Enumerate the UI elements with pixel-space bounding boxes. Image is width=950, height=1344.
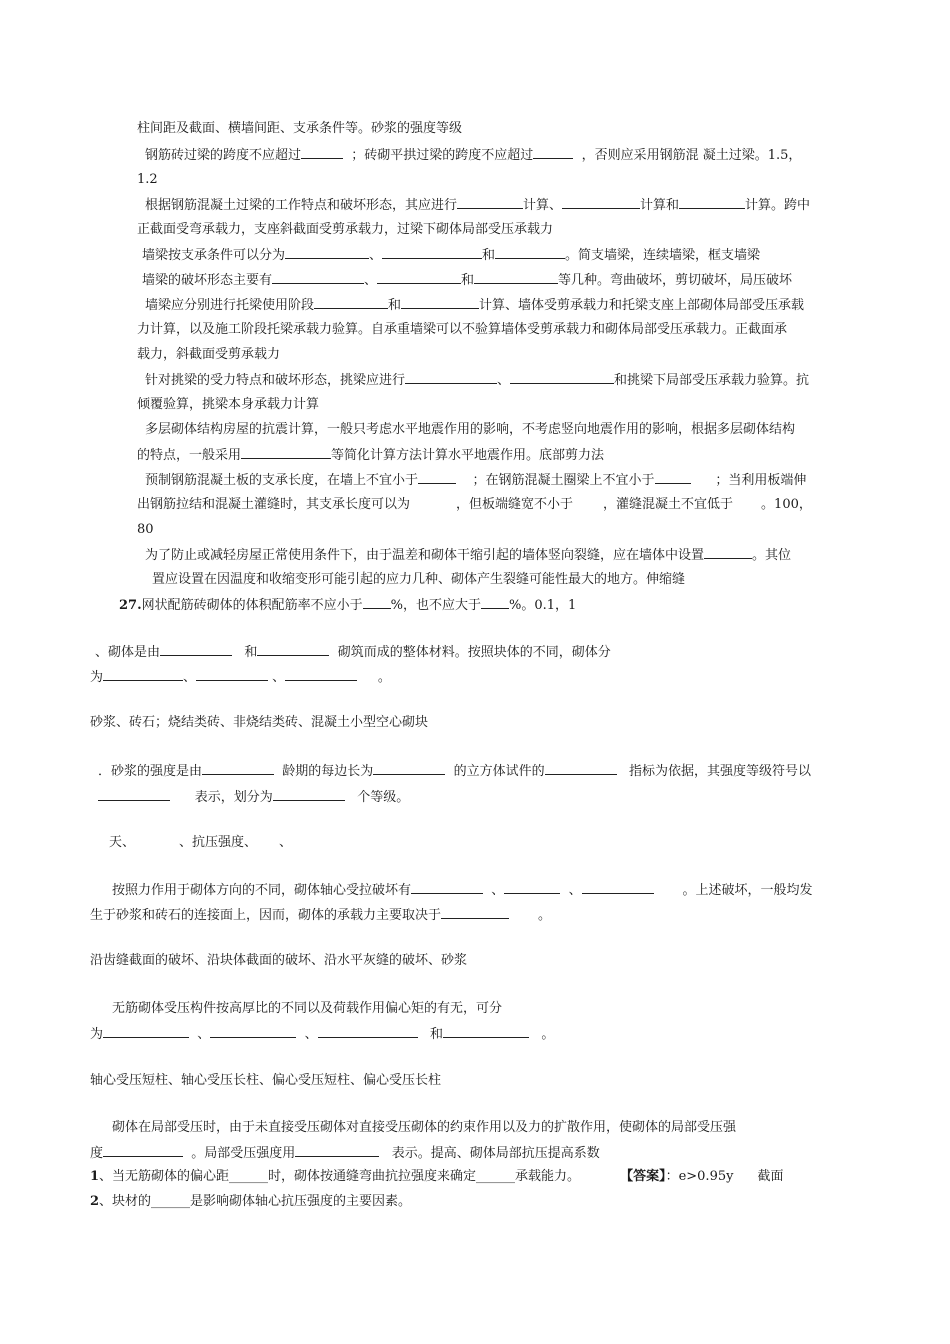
blank — [504, 881, 560, 894]
text-line: 表示，划分为 个等级。 — [98, 788, 409, 807]
text-line: 预制钢筋混凝土板的支承长度，在墙上不宜小于 ；在钢筋混凝土圈梁上不宜小于 ；当利用板端伸 — [145, 473, 807, 488]
text-line: 、砌体是由 和 砌筑而成的整体材料。按照块体的不同，砌体分 — [95, 645, 611, 660]
text-line: 生于砂浆和砖石的连接面上，因而，砌体的承载力主要取决于 。 — [90, 908, 551, 923]
blank — [295, 1144, 379, 1157]
text-line: 为 、 、 和 。 — [90, 1027, 555, 1042]
blank — [495, 246, 565, 259]
blank — [443, 1025, 529, 1038]
text-line: 载力，斜截面受剪承载力 — [137, 347, 281, 362]
text-line: 根据钢筋混凝土过梁的工作特点和破坏形态，其应进行 计算、 计算和 计算。跨中 — [145, 198, 811, 213]
blank — [160, 643, 232, 656]
text-line: 为了防止或减轻房屋正常使用条件下，由于温差和砌体干缩引起的墙体竖向裂缝，应在墙体中设置 。其位 — [145, 548, 792, 563]
text-line: 为 、 、 。 — [90, 670, 391, 685]
text-line: 按照力作用于砌体方向的不同，砌体轴心受拉破坏有 、 、 。上述破坏，一般均发 — [112, 883, 813, 898]
blank — [441, 906, 509, 919]
text-line: 砂浆、砖石；烧结类砖、非烧结类砖、混凝土小型空心砌块 — [90, 715, 429, 730]
blank — [655, 471, 691, 484]
blank — [103, 668, 183, 681]
text-line: 砌体在局部受压时，由于未直接受压砌体对直接受压砌体的约束作用以及力的扩散作用，使砌体的局部受压强 — [112, 1120, 737, 1135]
text-line: 1.2 — [137, 172, 158, 187]
blank — [202, 762, 274, 775]
text-line: 多层砌体结构房屋的抗震计算，一般只考虑水平地震作用的影响，不考虑竖向地震作用的影响，根据多层砌体结构 — [145, 422, 796, 437]
text-line: 力计算，以及施工阶段托梁承载力验算。自承重墙梁可以不验算墙体受剪承载力和砌体局部受压承载力。正截面承 — [137, 322, 788, 337]
blank — [405, 371, 497, 384]
text-line: 出钢筋拉结和混凝土灌缝时，其支承长度可以为 ，但板端缝宽不小于 ，灌缝混凝土不宜低于 。100， — [137, 497, 812, 512]
text-line: 天、 、抗压强度、 、 — [109, 835, 293, 850]
blank — [301, 146, 343, 159]
text-line: 正截面受弯承载力，支座斜截面受剪承载力，过梁下砌体局部受压承载力 — [137, 222, 554, 237]
text-line: 80 — [137, 522, 154, 537]
blank — [363, 596, 391, 609]
blank — [241, 446, 331, 459]
blank — [103, 1144, 183, 1157]
blank — [510, 371, 614, 384]
text-line: 钢筋砖过梁的跨度不应超过 ；砖砌平拱过梁的跨度不应超过 ，否则应采用钢筋混 凝土过梁。1.5， — [145, 148, 802, 163]
question-2: 2、块材的______是影响砌体轴心抗压强度的主要因素。 — [90, 1194, 412, 1209]
blank — [411, 881, 483, 894]
blank — [562, 196, 640, 209]
text-line: 倾覆验算，挑梁本身承载力计算 — [137, 397, 320, 412]
blank — [418, 471, 456, 484]
text-line: 墙梁按支承条件可以分为 、 和 。简支墙梁，连续墙梁，框支墙梁 — [142, 248, 761, 263]
blank — [377, 271, 461, 284]
blank — [545, 762, 617, 775]
text-line: 27.网状配筋砖砌体的体积配筋率不应小于 %，也不应大于 %。0.1，1 — [119, 598, 577, 613]
text-line: 墙梁的破坏形态主要有 、 和 等几种。弯曲破坏，剪切破坏，局压破坏 — [142, 273, 793, 288]
blank — [481, 596, 509, 609]
blank — [582, 881, 654, 894]
blank — [373, 762, 445, 775]
text-line: 置应设置在因温度和收缩变形可能引起的应力几种、砌体产生裂缝可能性最大的地方。伸缩缝 — [152, 572, 686, 587]
blank — [533, 146, 573, 159]
text-line: 轴心受压短柱、轴心受压长柱、偏心受压短柱、偏心受压长柱 — [90, 1073, 442, 1088]
blank — [103, 1025, 189, 1038]
text-line: 无筋砌体受压构件按高厚比的不同以及荷载作用偏心矩的有无，可分 — [112, 1001, 503, 1016]
blank — [318, 1025, 418, 1038]
text-line: 针对挑梁的受力特点和破坏形态，挑梁应进行 、 和挑梁下局部受压承载力验算。抗 — [145, 373, 810, 388]
blank — [679, 196, 745, 209]
text-line: 墙梁应分别进行托梁使用阶段 和 计算、墙体受剪承载力和托梁支座上部砌体局部受压承载 — [145, 298, 805, 313]
blank — [314, 296, 388, 309]
question-1: 1、当无筋砌体的偏心距______时，砌体按通缝弯曲抗拉强度来确定______承载能力。 【答案】：e>0.95y 截面 — [90, 1169, 784, 1184]
text-line: 度 。局部受压强度用 表示。提高、砌体局部抗压提高系数 — [90, 1146, 600, 1161]
text-line: ．砂浆的强度是由 龄期的每边长为 的立方体试件的 指标为依据，其强度等级符号以 — [98, 764, 811, 779]
text-line: 的特点，一般采用 等简化计算方法计算水平地震作用。底部剪力法 — [137, 448, 605, 463]
blank — [98, 788, 170, 801]
blank — [210, 1025, 296, 1038]
blank — [704, 546, 752, 559]
text-line: 柱间距及截面、横墙间距、支承条件等。砂浆的强度等级 — [137, 121, 463, 136]
blank — [457, 196, 523, 209]
blank — [474, 271, 558, 284]
blank — [272, 271, 364, 284]
blank — [257, 643, 329, 656]
blank — [285, 246, 369, 259]
blank — [196, 668, 268, 681]
blank — [285, 668, 357, 681]
blank — [401, 296, 479, 309]
text-line: 沿齿缝截面的破坏、沿块体截面的破坏、沿水平灰缝的破坏、砂浆 — [90, 953, 468, 968]
blank — [382, 246, 482, 259]
blank — [273, 788, 345, 801]
